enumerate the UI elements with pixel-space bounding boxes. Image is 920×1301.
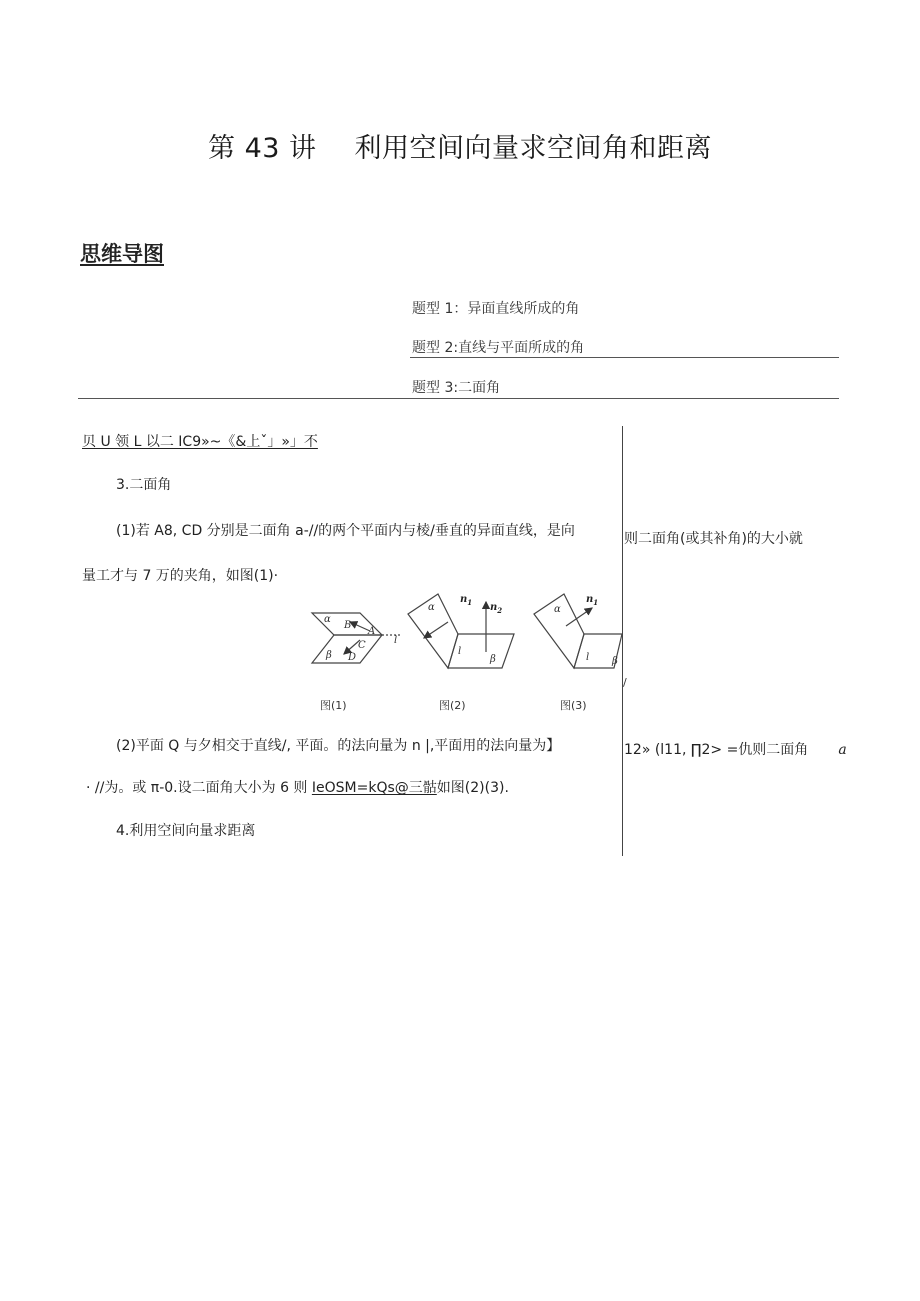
heading-distance: 4.利用空间向量求距离: [116, 823, 256, 839]
fig2-label-n1: $n_1$: [460, 594, 473, 607]
fig2-label-beta: β: [490, 654, 496, 665]
fig1-label-d: D: [348, 652, 357, 663]
lecture-topic: 利用空间向量求空间角和距离: [354, 133, 713, 164]
fig3-label-beta: β: [612, 656, 618, 667]
para1-line2: 量工才与 7 万的夹角，如图(1)·: [82, 568, 279, 584]
section-heading-mindmap: 思维导图: [80, 242, 164, 266]
para2-line2-prefix: · //为。或 π-0.设二面角大小为 6 则: [86, 780, 312, 796]
para2-line2-suffix: 如图(2)(3).: [436, 780, 509, 796]
fig2-label-l: l: [458, 646, 462, 657]
para2-line2-formula: IeOSM=kQs@三骷: [311, 780, 437, 796]
para2-right-italic: a: [838, 742, 847, 758]
lecture-number: 第 43 讲: [207, 133, 317, 164]
para2-line1: (2)平面 Q 与夕相交于直线/, 平面。的法向量为 n |,平面用的法向量为】: [116, 738, 561, 754]
para1-line1: (1)若 A8, CD 分别是二面角 a-//的两个平面内与棱/垂直的异面直线，是向: [116, 523, 575, 539]
fig1-label-b: B: [344, 620, 352, 631]
fig1-label-l: l: [394, 635, 398, 646]
fig3-caption: 图(3): [560, 699, 587, 712]
mindmap-divider-2: [78, 398, 839, 399]
figure-3: [534, 594, 622, 668]
mindmap-topic-2: 题型 2:直线与平面所成的角: [412, 340, 585, 356]
stray-mark: /: [623, 676, 627, 689]
fig2-normal-n1: [424, 622, 448, 638]
fig2-label-alpha: α: [428, 602, 435, 613]
fig3-label-alpha: α: [554, 604, 561, 615]
fig1-caption: 图(1): [320, 699, 347, 712]
fig1-label-a: A: [368, 626, 376, 637]
fig2-caption: 图(2): [439, 699, 466, 712]
garbled-lead-line: 贝 U 领 L 以二 IC9»~《&上ˇ」»」不: [82, 434, 318, 450]
mindmap-divider-1: [410, 357, 839, 358]
fig1-label-c: C: [358, 640, 366, 651]
heading-dihedral-angle: 3.二面角: [116, 477, 172, 493]
fig3-label-n1: $n_1$: [586, 594, 599, 607]
fig1-label-alpha: α: [324, 614, 331, 625]
fig1-label-beta: β: [326, 650, 332, 661]
para2-right-text: 12» (l11, ∏2> =仇则二面角: [624, 742, 809, 758]
fig3-label-l: l: [586, 652, 590, 663]
fig1-plane-beta: [312, 635, 382, 663]
dihedral-figures: [300, 588, 626, 688]
mindmap-topic-3: 题型 3:二面角: [412, 380, 501, 396]
fig1-vector-ab: [350, 622, 370, 631]
mindmap-topic-1: 题型 1：异面直线所成的角: [412, 301, 580, 317]
fig2-label-n2: $n_2$: [490, 602, 503, 615]
para2-line2: [86, 777, 509, 797]
para2-right-column: [624, 739, 847, 759]
page-title: [0, 126, 920, 165]
para1-right-column: 则二面角(或其补角)的大小就: [624, 531, 803, 547]
